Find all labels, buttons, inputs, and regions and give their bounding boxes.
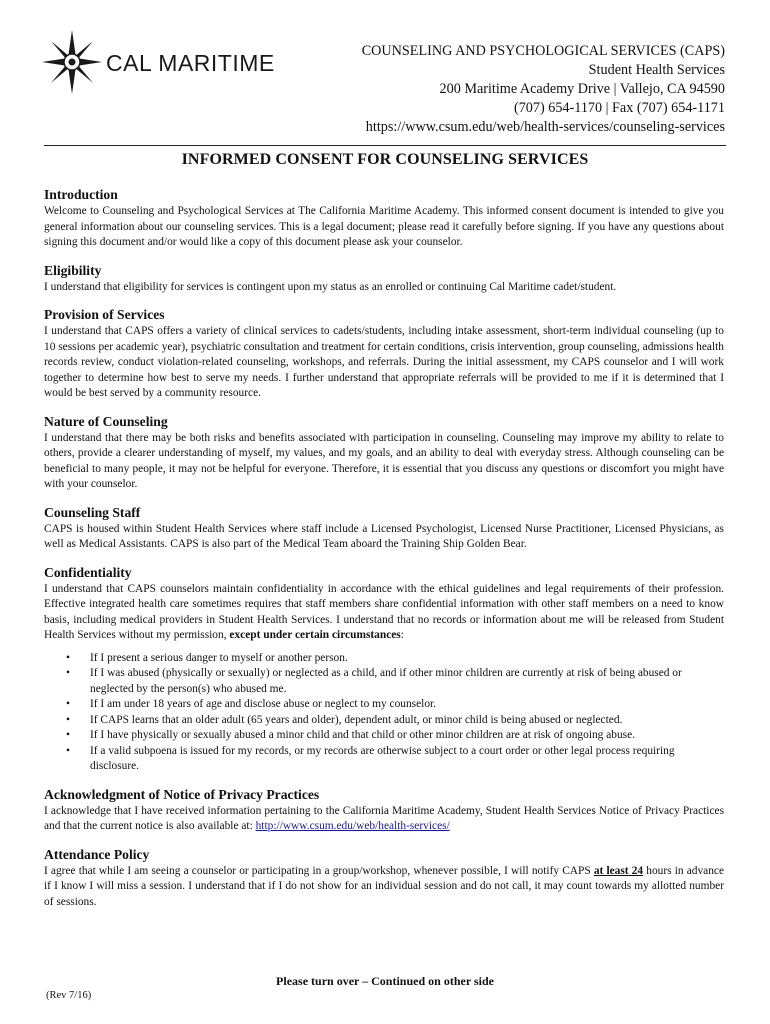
- list-item: [44, 713, 724, 729]
- section-text: [44, 582, 724, 644]
- bullet-icon: •: [66, 729, 70, 741]
- list-item-text: If I was abused (physically or sexually) or neglected as a child, and if other minor children are currently at risk of being abused or neglected by the person(s) who abused me.: [90, 667, 682, 695]
- section-heading: Eligibility: [44, 262, 102, 278]
- section-privacy-practices: [44, 786, 724, 835]
- section-text: I understand that there may be both risks and benefits associated with participation in counseling. Counseling may improve my ability to relate to others, provide a clearer understanding of myself, my values, and my goals, and an ability to deal with everyday stress. Although counseling can be beneficial to many people, it may not be helpful for everyone. Therefore, it is essential that you discuss any questions or discomfort you might have with your counselor.: [44, 431, 724, 490]
- section-introduction: [44, 186, 724, 251]
- exceptions-list: [44, 651, 724, 775]
- list-item: [44, 666, 724, 697]
- bullet-icon: •: [66, 713, 70, 726]
- section-text: Welcome to Counseling and Psychological Services at The California Maritime Academy. This informed consent document is intended to give you general information about our counseling services. This is a legal document; please read it carefully before signing. If you have any questions about signing this document and/or would like a copy of this document please ask your counselor.: [44, 205, 724, 248]
- street-address: 200 Maritime Academy Drive | Vallejo, CA 94590: [439, 81, 725, 97]
- department-name: Student Health Services: [588, 62, 725, 78]
- section-text: CAPS is housed within Student Health Services where staff include a Licensed Psychologist, Licensed Nurse Practitioner, Licensed Physicians, as well as Medical Assistants. CAPS is also part of the Medical Team aboard the Training Ship Golden Bear.: [44, 522, 724, 550]
- document-body: [44, 186, 724, 921]
- attendance-emphasis: at least 24: [593, 864, 644, 877]
- bullet-icon: •: [66, 667, 70, 679]
- office-name: COUNSELING AND PSYCHOLOGICAL SERVICES (CAPS): [361, 43, 725, 59]
- section-heading: Nature of Counseling: [44, 413, 168, 429]
- confidentiality-text: I understand that CAPS counselors maintain confidentiality in accordance with the ethical guidelines and legal requirements of their profession. Effective integrated health care sometimes requires that staff members share confidential information with other staff members on a need to know basis, including medical providers in Student Health Services. I understand that no records or information about me will be released from Student Health Services without my permission,: [44, 582, 724, 641]
- bullet-icon: •: [66, 698, 70, 710]
- list-item: [44, 697, 724, 713]
- header-divider: [44, 145, 726, 146]
- section-heading: Introduction: [44, 187, 118, 202]
- section-heading: Provision of Services: [44, 307, 165, 322]
- section-text: I understand that eligibility for services is contingent upon my status as an enrolled or continuing Cal Maritime cadet/student.: [44, 280, 617, 293]
- cal-maritime-logo: [42, 30, 282, 94]
- section-heading: Confidentiality: [44, 564, 132, 580]
- phone-fax: (707) 654-1170 | Fax (707) 654-1171: [513, 100, 725, 116]
- section-heading: Counseling Staff: [44, 504, 141, 520]
- section-text: I understand that CAPS offers a variety of clinical services to cadets/students, including intake assessment, short-term individual counseling (up to 10 sessions per academic year), psychiatric consultation and treatment for certain conditions, crisis intervention, group counseling, admissions health records review, conduct violation-related counseling, workshops, and referrals. During the initial assessment, my CAPS counselor and I will work together to determine how best to serve my needs. I further understand that appropriate referrals will be provided to me if it is determined that I would be best served by a community resource.: [44, 325, 724, 399]
- section-heading: Attendance Policy: [44, 846, 150, 862]
- list-item: [44, 744, 724, 775]
- confidentiality-emphasis: except under certain circumstances: [229, 629, 401, 641]
- section-provision-of-services: [44, 306, 724, 402]
- section-counseling-staff: [44, 504, 724, 553]
- section-eligibility: [44, 262, 724, 296]
- section-heading: Acknowledgment of Notice of Privacy Practices: [44, 786, 320, 802]
- revision-label: (Rev 7/16): [46, 990, 92, 1001]
- list-item: [44, 728, 724, 744]
- compass-star-icon: [42, 30, 102, 94]
- section-nature-of-counseling: [44, 413, 724, 493]
- section-attendance-policy: [44, 846, 724, 911]
- health-services-link[interactable]: http://www.csum.edu/web/health-services/: [255, 820, 450, 832]
- list-item-text: If I have physically or sexually abused a minor child and that child or other minor children are at risk of ongoing abuse.: [90, 729, 636, 741]
- privacy-text: I acknowledge that I have received information pertaining to the California Maritime Academy, Student Health Services Notice of Privacy Practices and that the current notice is also available at:: [44, 804, 724, 832]
- bullet-icon: •: [66, 651, 70, 664]
- list-item-text: If a valid subpoena is issued for my records, or my records are otherwise subject to a court order or other legal process requiring disclosure.: [90, 744, 675, 772]
- confidentiality-text-end: :: [400, 629, 404, 641]
- bullet-icon: •: [66, 744, 70, 757]
- list-item: [44, 651, 724, 667]
- section-text: [44, 864, 724, 911]
- turn-over-note: Please turn over – Continued on other side: [276, 974, 494, 988]
- list-item-text: If I present a serious danger to myself or another person.: [90, 651, 348, 664]
- attendance-text-end: hours in advance if I know I will miss a session. I understand that if I do not show for an individual session and do not call, it may count towards my allotted number of sessions.: [44, 864, 725, 908]
- list-item-text: If CAPS learns that an older adult (65 years and older), dependent adult, or minor child is being abused or neglected.: [90, 713, 623, 726]
- list-item-text: If I am under 18 years of age and disclose abuse or neglect to my counselor.: [90, 698, 437, 710]
- logo-wordmark: CAL MARITIME: [106, 50, 275, 76]
- office-address-block: [362, 42, 725, 137]
- section-confidentiality: [44, 564, 724, 775]
- website-url: https://www.csum.edu/web/health-services/counseling-services: [365, 119, 725, 135]
- attendance-text: I agree that while I am seeing a counselor or participating in a group/workshop, whenever possible, I will notify CAPS: [44, 864, 594, 877]
- document-title: INFORMED CONSENT FOR COUNSELING SERVICES: [181, 151, 589, 168]
- section-text: [44, 804, 724, 835]
